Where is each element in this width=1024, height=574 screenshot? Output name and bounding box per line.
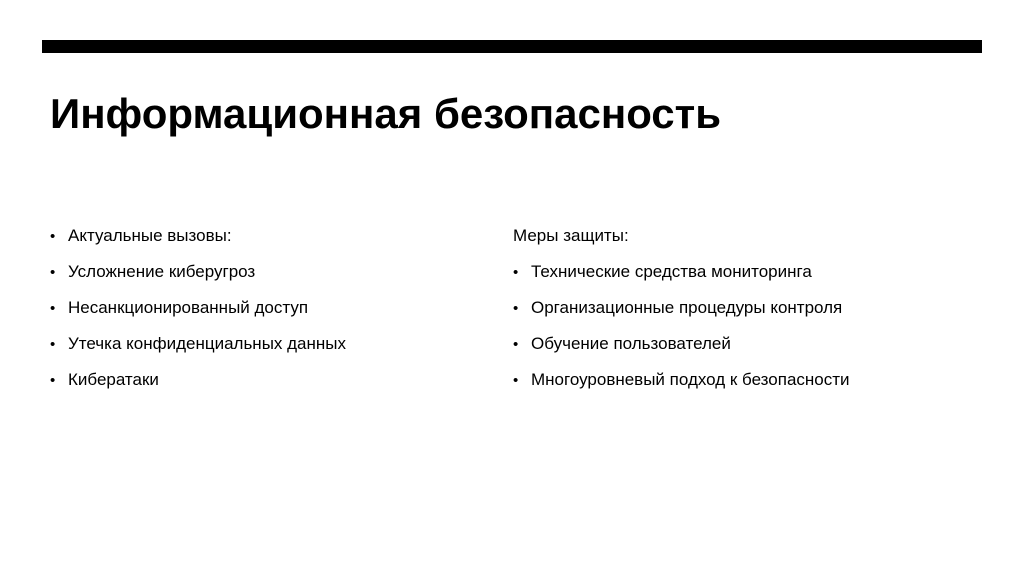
right-column <box>513 218 983 398</box>
list-item-text: Организационные процедуры контроля <box>531 298 843 317</box>
bullet-icon: • <box>50 228 56 245</box>
bullet-icon: • <box>513 336 519 353</box>
bullet-icon: • <box>50 300 56 317</box>
list-item-text: Несанкционированный доступ <box>68 298 309 317</box>
bullet-icon: • <box>513 300 519 317</box>
list-item-text: Актуальные вызовы: <box>68 226 232 245</box>
list-item <box>513 326 983 362</box>
list-item <box>50 254 470 290</box>
top-accent-bar <box>42 40 982 53</box>
list-item <box>513 362 983 398</box>
list-item <box>50 290 470 326</box>
bullet-icon: • <box>513 372 519 389</box>
list-item <box>50 362 470 398</box>
list-item-text: Обучение пользователей <box>531 334 731 353</box>
column-heading-text: Меры защиты: <box>513 226 629 245</box>
list-item-text: Кибератаки <box>68 370 159 389</box>
list-item <box>50 326 470 362</box>
bullet-icon: • <box>50 336 56 353</box>
left-column <box>50 218 470 398</box>
list-item <box>50 218 470 254</box>
list-item-text: Технические средства мониторинга <box>531 262 812 281</box>
list-item-text: Утечка конфиденциальных данных <box>68 334 347 353</box>
column-heading <box>513 218 983 254</box>
slide-title: Информационная безопасность <box>50 90 722 137</box>
list-item <box>513 290 983 326</box>
list-item <box>513 254 983 290</box>
bullet-icon: • <box>513 264 519 281</box>
list-item-text: Усложнение киберугроз <box>68 262 256 281</box>
bullet-icon: • <box>50 372 56 389</box>
bullet-icon: • <box>50 264 56 281</box>
list-item-text: Многоуровневый подход к безопасности <box>531 370 850 389</box>
